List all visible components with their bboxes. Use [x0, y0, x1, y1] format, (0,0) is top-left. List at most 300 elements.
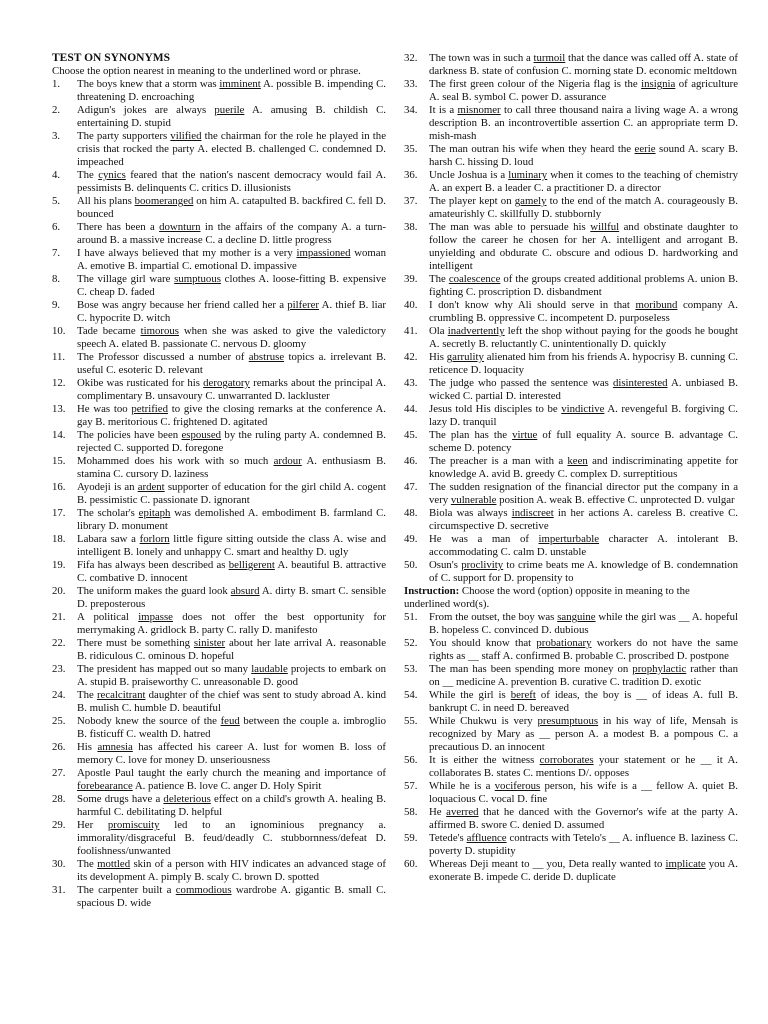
- question-options: by the ruling party A. condemned B. rejected C. supported D. foregone: [77, 429, 386, 454]
- question-number: 51.: [404, 611, 418, 623]
- question-number: 23.: [52, 663, 66, 675]
- question-options: when she was asked to give the valedictory speech A. elated B. passionate C. nervous D. gloomy: [77, 325, 386, 350]
- question-item: [52, 767, 386, 793]
- question-text: [429, 533, 738, 559]
- question-item: [404, 637, 738, 663]
- question-options: on him A. catapulted B. backfired C. fell D. bounced: [77, 195, 386, 220]
- question-text: [77, 585, 386, 611]
- question-item: [404, 806, 738, 832]
- question-stem: The party supporters: [77, 130, 171, 142]
- underlined-word: epitaph: [138, 507, 171, 519]
- question-text: [77, 884, 386, 910]
- question-options: A. amusing B. childish C. entertaining D. stupid: [77, 104, 386, 129]
- question-number: 4.: [52, 169, 61, 181]
- question-stem: Uncle Joshua is a: [429, 169, 509, 181]
- underlined-word: vociferous: [494, 780, 541, 792]
- question-text: [429, 351, 738, 377]
- question-options: remarks about the principal A. complimentary B. unsavoury C. unwarranted D. lackluster: [77, 377, 386, 402]
- question-number: 11.: [52, 351, 66, 363]
- question-stem: The first green colour of the Nigeria flag is the: [429, 78, 642, 90]
- question-options: A. thief B. liar C. hypocrite D. witch: [77, 299, 386, 324]
- question-stem: Fifa has always been described as: [77, 559, 229, 571]
- question-options: the chairman for the role he played in the crisis that rocked the party A. elected B. challenged C. condemned D. impeached: [77, 130, 386, 168]
- question-text: [429, 754, 738, 780]
- question-stem: His: [429, 351, 447, 363]
- question-number: 13.: [52, 403, 66, 415]
- question-number: 59.: [404, 832, 418, 844]
- question-number: 56.: [404, 754, 418, 766]
- question-item: [404, 299, 738, 325]
- underlined-word: garrulity: [446, 351, 484, 363]
- question-number: 16.: [52, 481, 66, 493]
- question-item: [404, 611, 738, 637]
- question-options: woman A. emotive B. impartial C. emotional D. impassive: [77, 247, 386, 272]
- question-number: 37.: [404, 195, 418, 207]
- question-item: [52, 130, 386, 169]
- question-item: [404, 221, 738, 273]
- question-stem: Nobody knew the source of the: [77, 715, 221, 727]
- question-options: of ideas, the boy is __ of ideas A. full B. bankrupt C. in need D. bereaved: [429, 689, 738, 714]
- question-item: [52, 169, 386, 195]
- question-stem: He: [429, 806, 447, 818]
- question-stem: Some drugs have a: [77, 793, 164, 805]
- question-number: 18.: [52, 533, 66, 545]
- question-number: 2.: [52, 104, 61, 116]
- question-text: [77, 793, 386, 819]
- underlined-word: abstruse: [248, 351, 285, 363]
- question-number: 8.: [52, 273, 61, 285]
- question-stem: The man has been spending more money on: [429, 663, 633, 675]
- question-stem: Osun's: [429, 559, 462, 571]
- underlined-word: presumptuous: [537, 715, 599, 727]
- question-number: 21.: [52, 611, 66, 623]
- question-options: workers do not have the same rights as __ staff A. confirmed B. probable C. proscribed D. postpone: [429, 637, 738, 662]
- question-text: [77, 767, 386, 793]
- question-text: [429, 715, 738, 754]
- question-text: [429, 52, 738, 78]
- question-number: 58.: [404, 806, 418, 818]
- page-title: TEST ON SYNONYMS: [52, 52, 171, 64]
- question-number: 46.: [404, 455, 418, 467]
- question-stem: The scholar's: [77, 507, 139, 519]
- question-item: [52, 455, 386, 481]
- question-text: [429, 481, 738, 507]
- question-number: 12.: [52, 377, 66, 389]
- question-text: [77, 429, 386, 455]
- question-item: [404, 780, 738, 806]
- question-options: that he danced with the Governor's wife at the party A. affirmed B. swore C. denied D. assumed: [429, 806, 738, 831]
- underlined-word: corroborates: [539, 754, 594, 766]
- question-stem: The village girl ware: [77, 273, 175, 285]
- underlined-word: averred: [446, 806, 479, 818]
- question-item: [52, 247, 386, 273]
- underlined-word: ardour: [273, 455, 302, 467]
- question-options: and obstinate daughter to follow the career he chosen for her A. intelligent and arrogant B. unyielding and obdurate C. obscure and odious D. hardworking and intelligent: [429, 221, 738, 272]
- underlined-word: recalcitrant: [96, 689, 146, 701]
- question-item: [52, 273, 386, 299]
- question-options: daughter of the chief was sent to study abroad A. kind B. mulish C. humble D. beautiful: [77, 689, 386, 714]
- question-number: 57.: [404, 780, 418, 792]
- question-options: character A. intolerant B. accommodating C. calm D. unstable: [429, 533, 738, 558]
- question-options: in his way of life, Mensah is recognized by Mary as __ person A. a modest B. a pompous C. a precautious D. an innocent: [429, 715, 738, 753]
- instruction-label: Instruction:: [404, 585, 460, 597]
- underlined-word: vulnerable: [450, 494, 497, 506]
- question-stem: The sudden resignation of the financial director put the company in a very: [429, 481, 738, 506]
- question-item: [52, 351, 386, 377]
- question-text: [429, 104, 738, 143]
- underlined-word: amnesia: [97, 741, 133, 753]
- left-column: [52, 52, 386, 910]
- question-text: [77, 299, 386, 325]
- question-stem: Apostle Paul taught the early church the meaning and importance of: [77, 767, 386, 779]
- underlined-word: deleterious: [163, 793, 211, 805]
- question-item: [404, 273, 738, 299]
- question-text: [77, 455, 386, 481]
- question-stem: The man was able to persuade his: [429, 221, 591, 233]
- question-stem: The player kept on: [429, 195, 515, 207]
- question-text: [77, 819, 386, 858]
- question-options: topics a. irrelevant B. useful C. esoteric D. relevant: [77, 351, 387, 376]
- question-item: [52, 507, 386, 533]
- underlined-word: forlorn: [139, 533, 170, 545]
- question-options: has affected his career A. lust for women B. loss of memory C. love for money D. unseriousness: [77, 741, 386, 766]
- question-item: [404, 104, 738, 143]
- underlined-word: impassioned: [296, 247, 351, 259]
- question-options: you A. exonerate B. impede C. deride D. duplicate: [429, 858, 738, 883]
- question-stem: Her: [77, 819, 108, 831]
- underlined-word: indiscreet: [511, 507, 554, 519]
- question-item: [52, 78, 386, 104]
- question-text: [77, 221, 386, 247]
- question-stem: Tade became: [77, 325, 141, 337]
- question-text: [429, 689, 738, 715]
- question-options: does not offer the best opportunity for merrymaking A. gridlock B. party C. rally D. manifesto: [77, 611, 386, 636]
- intro-text: Choose the option nearest in meaning to the underlined word or phrase.: [52, 65, 361, 77]
- underlined-word: mottled: [97, 858, 131, 870]
- question-text: [77, 169, 386, 195]
- question-options: A. unbiased B. wicked C. partial D. interested: [429, 377, 738, 402]
- question-number: 31.: [52, 884, 66, 896]
- underlined-word: probationary: [536, 637, 592, 649]
- question-number: 32.: [404, 52, 418, 64]
- underlined-word: virtue: [512, 429, 538, 441]
- underlined-word: sumptuous: [174, 273, 221, 285]
- question-text: [77, 273, 386, 299]
- question-number: 14.: [52, 429, 66, 441]
- question-number: 6.: [52, 221, 61, 233]
- question-item: [52, 689, 386, 715]
- question-number: 47.: [404, 481, 418, 493]
- question-options: to call three thousand naira a living wage A. a wrong description B. an incontrovertible assertion C. an appropriate term D. mish-mash: [429, 104, 739, 142]
- question-stem: While Chukwu is very: [429, 715, 538, 727]
- underlined-word: feud: [220, 715, 240, 727]
- question-list-right-b: [404, 611, 738, 884]
- question-item: [52, 195, 386, 221]
- question-item: [52, 403, 386, 429]
- question-stem: Jesus told His disciples to be: [429, 403, 562, 415]
- question-text: [77, 78, 386, 104]
- question-stem: The Professor discussed a number of: [77, 351, 249, 363]
- question-number: 48.: [404, 507, 418, 519]
- question-options: while the girl was __ A. hopeful B. hopeless C. convinced D. dubious: [429, 611, 738, 636]
- question-text: [429, 377, 738, 403]
- question-text: [429, 611, 738, 637]
- question-stem: The plan has the: [429, 429, 513, 441]
- question-text: [77, 637, 386, 663]
- question-item: [404, 715, 738, 754]
- question-text: [77, 195, 386, 221]
- question-item: [52, 221, 386, 247]
- question-options: A. revengeful B. forgiving C. lazy D. tranquil: [429, 403, 738, 428]
- question-item: [404, 663, 738, 689]
- question-stem: Tetede's: [429, 832, 467, 844]
- question-item: [404, 377, 738, 403]
- instruction-body: Choose the word (option) opposite in meaning to the underlined word(s).: [404, 585, 690, 610]
- question-stem: You should know that: [429, 637, 537, 649]
- underlined-word: disinterested: [612, 377, 668, 389]
- question-text: [429, 559, 738, 585]
- underlined-word: implicate: [665, 858, 706, 870]
- question-item: [404, 754, 738, 780]
- underlined-word: sinister: [193, 637, 226, 649]
- question-number: 35.: [404, 143, 418, 155]
- underlined-word: misnomer: [457, 104, 501, 116]
- question-stem: The uniform makes the guard look: [77, 585, 231, 597]
- underlined-word: forebearance: [77, 780, 133, 792]
- question-number: 40.: [404, 299, 418, 311]
- question-item: [404, 52, 738, 78]
- question-item: [52, 325, 386, 351]
- question-options: person, his wife is a __ fellow A. quiet B. loquacious C. vocal D. fine: [429, 780, 738, 805]
- question-item: [52, 884, 386, 910]
- question-number: 60.: [404, 858, 418, 870]
- question-text: [77, 130, 386, 169]
- question-text: [429, 273, 738, 299]
- question-stem: The: [429, 273, 449, 285]
- question-stem: A political: [77, 611, 139, 623]
- question-number: 42.: [404, 351, 418, 363]
- question-stem: There has been a: [77, 221, 160, 233]
- question-text: [429, 299, 738, 325]
- underlined-word: imperturbable: [538, 533, 600, 545]
- question-item: [52, 637, 386, 663]
- question-text: [77, 377, 386, 403]
- question-text: [429, 832, 738, 858]
- question-item: [404, 559, 738, 585]
- question-number: 5.: [52, 195, 61, 207]
- question-number: 41.: [404, 325, 418, 337]
- question-number: 9.: [52, 299, 61, 311]
- question-text: [77, 104, 386, 130]
- question-stem: From the outset, the boy was: [429, 611, 558, 623]
- question-item: [404, 858, 738, 884]
- question-options: position A. weak B. effective C. unprotected D. vulgar: [496, 494, 735, 506]
- question-options: about her late arrival A. reasonable B. ridiculous C. ominous D. hopeful: [77, 637, 386, 662]
- question-stem: He was too: [77, 403, 132, 415]
- underlined-word: commodious: [175, 884, 232, 896]
- question-item: [404, 143, 738, 169]
- question-item: [404, 429, 738, 455]
- question-item: [404, 689, 738, 715]
- question-stem: Biola was always: [429, 507, 512, 519]
- question-options: of agriculture A. seal B. symbol C. power D. assurance: [429, 78, 738, 103]
- question-number: 39.: [404, 273, 418, 285]
- question-stem: The man outran his wife when they heard the: [429, 143, 635, 155]
- question-text: [77, 507, 386, 533]
- question-stem: The: [77, 858, 98, 870]
- question-options: to give the closing remarks at the conference A. gay B. meritorious C. frightened D. agitated: [77, 403, 386, 428]
- question-stem: I have always believed that my mother is a very: [77, 247, 297, 259]
- question-number: 43.: [404, 377, 418, 389]
- question-options: feared that the nation's nascent democracy would fail A. pessimists B. delinquents C. critics D. illusionists: [77, 169, 386, 194]
- question-stem: While he is a: [429, 780, 495, 792]
- underlined-word: impasse: [138, 611, 173, 623]
- underlined-word: keen: [567, 455, 588, 467]
- underlined-word: proclivity: [461, 559, 504, 571]
- question-stem: While the girl is: [429, 689, 511, 701]
- question-number: 10.: [52, 325, 66, 337]
- question-options: clothes A. loose-fitting B. expensive C. cheap D. faded: [77, 273, 386, 298]
- question-options: of full equality A. source B. advantage C. scheme D. potency: [429, 429, 738, 454]
- question-text: [77, 858, 386, 884]
- question-item: [404, 455, 738, 481]
- question-text: [429, 780, 738, 806]
- question-text: [77, 247, 386, 273]
- question-list-right-a: [404, 52, 738, 585]
- question-stem: Adigun's jokes are always: [77, 104, 215, 116]
- question-item: [52, 793, 386, 819]
- question-stem: It is a: [429, 104, 458, 116]
- question-text: [77, 325, 386, 351]
- question-stem: The carpenter built a: [77, 884, 176, 896]
- question-stem: His: [77, 741, 98, 753]
- question-number: 29.: [52, 819, 66, 831]
- question-item: [404, 325, 738, 351]
- question-text: [429, 429, 738, 455]
- question-options: when it comes to the teaching of chemistry A. an expert B. a leader C. a practitioner D. a director: [429, 169, 738, 194]
- question-options: in her actions A. careless B. creative C. circumspective D. secretive: [429, 507, 738, 532]
- question-text: [429, 455, 738, 481]
- question-options: sound A. scary B. harsh C. hissing D. loud: [429, 143, 738, 168]
- question-item: [52, 611, 386, 637]
- question-options: your statement or he __ it A. collaborates B. states C. mentions D/. opposes: [429, 754, 738, 779]
- underlined-word: downturn: [159, 221, 201, 233]
- question-options: A. possible B. impending C. threatening D. encroaching: [77, 78, 386, 103]
- question-text: [429, 325, 738, 351]
- question-number: 44.: [404, 403, 418, 415]
- question-options: rather than on __ medicine A. prevention B. curative C. tradition D. exotic: [429, 663, 738, 688]
- question-options: skin of a person with HIV indicates an advanced stage of its development A. pimply B. scaly C. brown D. spotted: [77, 858, 386, 883]
- question-number: 30.: [52, 858, 66, 870]
- question-options: A. beautiful B. attractive C. combative D. innocent: [77, 559, 386, 584]
- question-stem: Bose was angry because her friend called her a: [77, 299, 288, 311]
- question-item: [52, 858, 386, 884]
- underlined-word: vilified: [170, 130, 202, 142]
- question-item: [52, 299, 386, 325]
- question-options: that the dance was called off A. state of darkness B. state of confusion C. morning state D. economic meltdown: [429, 52, 738, 77]
- question-number: 28.: [52, 793, 66, 805]
- underlined-word: inadvertently: [447, 325, 505, 337]
- question-text: [429, 143, 738, 169]
- underlined-word: belligerent: [228, 559, 275, 571]
- question-stem: Mohammed does his work with so much: [77, 455, 274, 467]
- question-number: 25.: [52, 715, 66, 727]
- underlined-word: absurd: [230, 585, 260, 597]
- question-stem: Labara saw a: [77, 533, 140, 545]
- question-number: 1.: [52, 78, 61, 90]
- question-options: A. dirty B. smart C. sensible D. preposterous: [77, 585, 386, 610]
- question-item: [404, 78, 738, 104]
- question-number: 27.: [52, 767, 66, 779]
- question-options: of the groups created additional problems A. union B. fighting C. proscription D. disbandment: [429, 273, 738, 298]
- question-number: 45.: [404, 429, 418, 441]
- question-item: [52, 533, 386, 559]
- question-stem: The president has mapped out so many: [77, 663, 252, 675]
- underlined-word: bereft: [510, 689, 536, 701]
- question-number: 34.: [404, 104, 418, 116]
- question-item: [52, 481, 386, 507]
- question-options: between the couple a. imbroglio B. fisticuff C. wealth D. hatred: [77, 715, 386, 740]
- question-text: [77, 481, 386, 507]
- question-text: [77, 351, 386, 377]
- question-number: 24.: [52, 689, 66, 701]
- underlined-word: imminent: [219, 78, 261, 90]
- question-options: little figure sitting outside the class A. wise and intelligent B. lonely and unhappy C. smart and healthy D. ugly: [77, 533, 386, 558]
- underlined-word: boomeranged: [134, 195, 194, 207]
- question-number: 52.: [404, 637, 418, 649]
- underlined-word: ardent: [137, 481, 165, 493]
- question-number: 3.: [52, 130, 61, 142]
- question-options: and indiscriminating appetite for knowledge A. avid B. greedy C. complex D. surreptitious: [429, 455, 738, 480]
- underlined-word: sanguine: [557, 611, 596, 623]
- question-text: [77, 689, 386, 715]
- question-item: [52, 663, 386, 689]
- question-stem: Ola: [429, 325, 448, 337]
- instruction-text: [404, 585, 738, 611]
- underlined-word: vindictive: [561, 403, 605, 415]
- underlined-word: coalescence: [448, 273, 501, 285]
- question-options: projects to embark on A. stupid B. praiseworthy C. unreasonable D. good: [77, 663, 387, 688]
- question-item: [404, 195, 738, 221]
- question-item: [52, 559, 386, 585]
- question-item: [52, 715, 386, 741]
- question-options: A. enthusiasm B. stamina C. cursory D. laziness: [77, 455, 386, 480]
- question-options: was demolished A. embodiment B. farmland C. library D. monument: [77, 507, 387, 532]
- question-text: [77, 715, 386, 741]
- question-stem: It is either the witness: [429, 754, 540, 766]
- right-column: [404, 52, 738, 884]
- question-number: 22.: [52, 637, 66, 649]
- question-text: [77, 559, 386, 585]
- question-list-left: [52, 78, 386, 910]
- question-options: company A. crumbling B. oppressive C. incompetent D. purposeless: [429, 299, 738, 324]
- question-item: [52, 741, 386, 767]
- underlined-word: moribund: [635, 299, 678, 311]
- question-item: [52, 429, 386, 455]
- question-item: [404, 403, 738, 429]
- question-text: [429, 806, 738, 832]
- question-text: [77, 663, 386, 689]
- question-item: [404, 481, 738, 507]
- question-stem: Ayodeji is an: [77, 481, 138, 493]
- question-text: [429, 637, 738, 663]
- question-text: [77, 741, 386, 767]
- underlined-word: prophylactic: [632, 663, 687, 675]
- question-text: [429, 221, 738, 273]
- question-options: supporter of education for the girl child A. cogent B. pessimistic C. passionate D. ignorant: [77, 481, 386, 506]
- question-item: [52, 104, 386, 130]
- question-number: 55.: [404, 715, 418, 727]
